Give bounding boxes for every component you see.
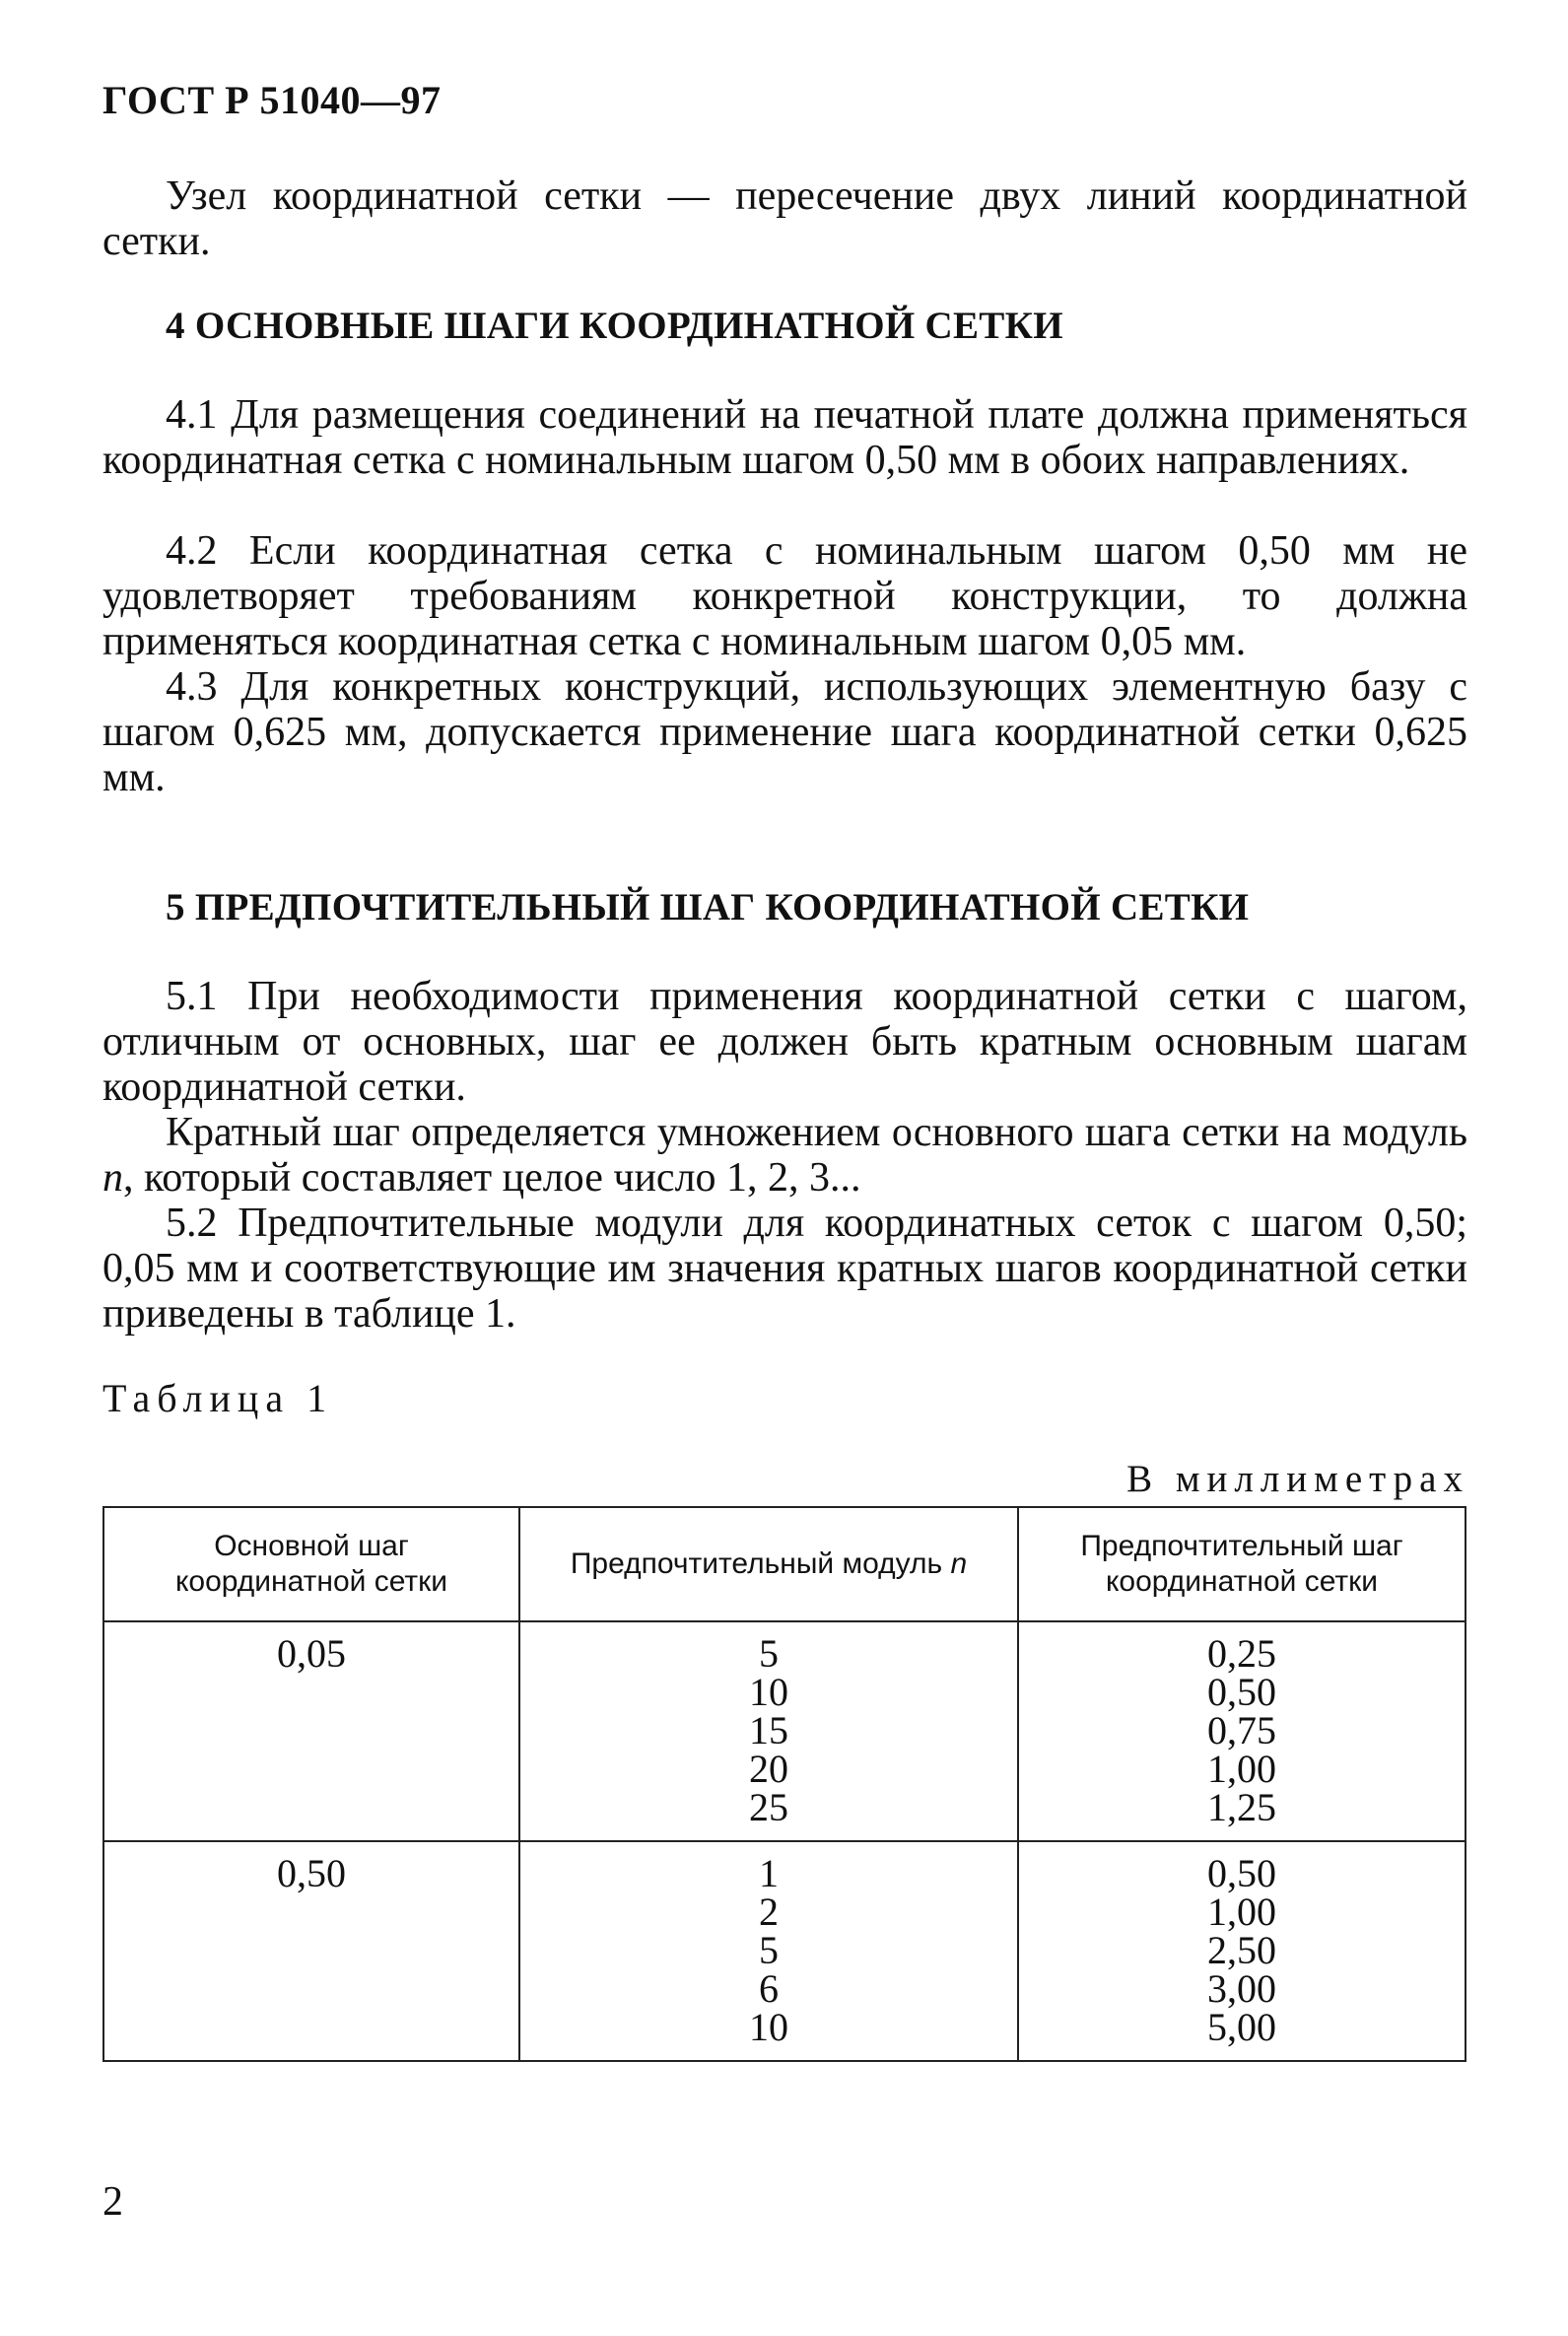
header-module-var: n bbox=[950, 1547, 968, 1580]
step-value: 5,00 bbox=[1207, 2005, 1276, 2049]
intro-paragraph: Узел координатной сетки — пересечение двух линий координатной сетки. bbox=[102, 173, 1467, 264]
step-value: 3,00 bbox=[1207, 1966, 1276, 2011]
step-value: 0,75 bbox=[1207, 1708, 1276, 1752]
step-value: 1,00 bbox=[1207, 1889, 1276, 1934]
paragraph-5-1-cont bbox=[102, 1110, 1467, 1201]
header-module-label: Предпочтительный модуль bbox=[570, 1547, 943, 1580]
step-value: 0,25 bbox=[1207, 1631, 1276, 1676]
table-units: В миллиметрах bbox=[1126, 1458, 1469, 1500]
step-cell bbox=[1018, 1841, 1466, 2061]
page-number: 2 bbox=[102, 2179, 123, 2225]
module-value: 1 bbox=[759, 1851, 779, 1895]
module-value: 10 bbox=[749, 2005, 788, 2049]
paragraph-4-3: 4.3 Для конкретных конструкций, использующих элементную базу с шагом 0,625 мм, допускается применение шага координатной сетки 0,625 мм. bbox=[102, 664, 1467, 800]
paragraph-5-1: 5.1 При необходимости применения координатной сетки с шагом, отличным от основных, шаг ее должен быть кратным основным шагам координатной сетки. bbox=[102, 974, 1467, 1110]
base-step-cell: 0,05 bbox=[103, 1621, 519, 1841]
module-variable: n bbox=[102, 1155, 123, 1201]
paragraph-5-2: 5.2 Предпочтительные модули для координатных сеток с шагом 0,50; 0,05 мм и соответствующие им значения кратных шагов координатной сетки приведены в таблице 1. bbox=[102, 1201, 1467, 1337]
paragraph-5-1-cont-a: Кратный шаг определяется умножением основного шага сетки на модуль bbox=[166, 1110, 1467, 1155]
table-caption: Таблица 1 bbox=[102, 1376, 334, 1420]
module-value: 15 bbox=[749, 1708, 788, 1752]
paragraph-4-1: 4.1 Для размещения соединений на печатной плате должна применяться координатная сетка с номинальным шагом 0,50 мм в обоих направлениях. bbox=[102, 392, 1467, 483]
module-value: 5 bbox=[759, 1631, 779, 1676]
step-value: 1,00 bbox=[1207, 1747, 1276, 1791]
module-cell bbox=[519, 1621, 1018, 1841]
module-value: 6 bbox=[759, 1966, 779, 2011]
table-row bbox=[103, 1621, 1466, 1841]
step-cell bbox=[1018, 1621, 1466, 1841]
section-5-title: 5 ПРЕДПОЧТИТЕЛЬНЫЙ ШАГ КООРДИНАТНОЙ СЕТКИ bbox=[166, 886, 1250, 928]
paragraph-5-1-cont-b: , который составляет целое число 1, 2, 3... bbox=[123, 1155, 861, 1201]
header-preferred-step: Предпочтительный шаг координатной сетки bbox=[1018, 1507, 1466, 1621]
step-value: 2,50 bbox=[1207, 1928, 1276, 1972]
step-table bbox=[102, 1506, 1466, 2062]
table-header-row bbox=[103, 1507, 1466, 1621]
table-row bbox=[103, 1841, 1466, 2061]
base-step-cell: 0,50 bbox=[103, 1841, 519, 2061]
module-value: 10 bbox=[749, 1670, 788, 1714]
step-value: 1,25 bbox=[1207, 1785, 1276, 1829]
module-value: 25 bbox=[749, 1785, 788, 1829]
section-4-title: 4 ОСНОВНЫЕ ШАГИ КООРДИНАТНОЙ СЕТКИ bbox=[166, 305, 1063, 347]
step-value: 0,50 bbox=[1207, 1851, 1276, 1895]
step-value: 0,50 bbox=[1207, 1670, 1276, 1714]
module-value: 2 bbox=[759, 1889, 779, 1934]
module-value: 20 bbox=[749, 1747, 788, 1791]
module-cell bbox=[519, 1841, 1018, 2061]
header-base-step: Основной шаг координатной сетки bbox=[103, 1507, 519, 1621]
paragraph-4-2: 4.2 Если координатная сетка с номинальным шагом 0,50 мм не удовлетворяет требованиям конкретной конструкции, то должна применяться координатная сетка с номинальным шагом 0,05 мм. bbox=[102, 528, 1467, 664]
header-module bbox=[519, 1507, 1018, 1621]
document-header: ГОСТ Р 51040—97 bbox=[102, 78, 442, 122]
module-value: 5 bbox=[759, 1928, 779, 1972]
